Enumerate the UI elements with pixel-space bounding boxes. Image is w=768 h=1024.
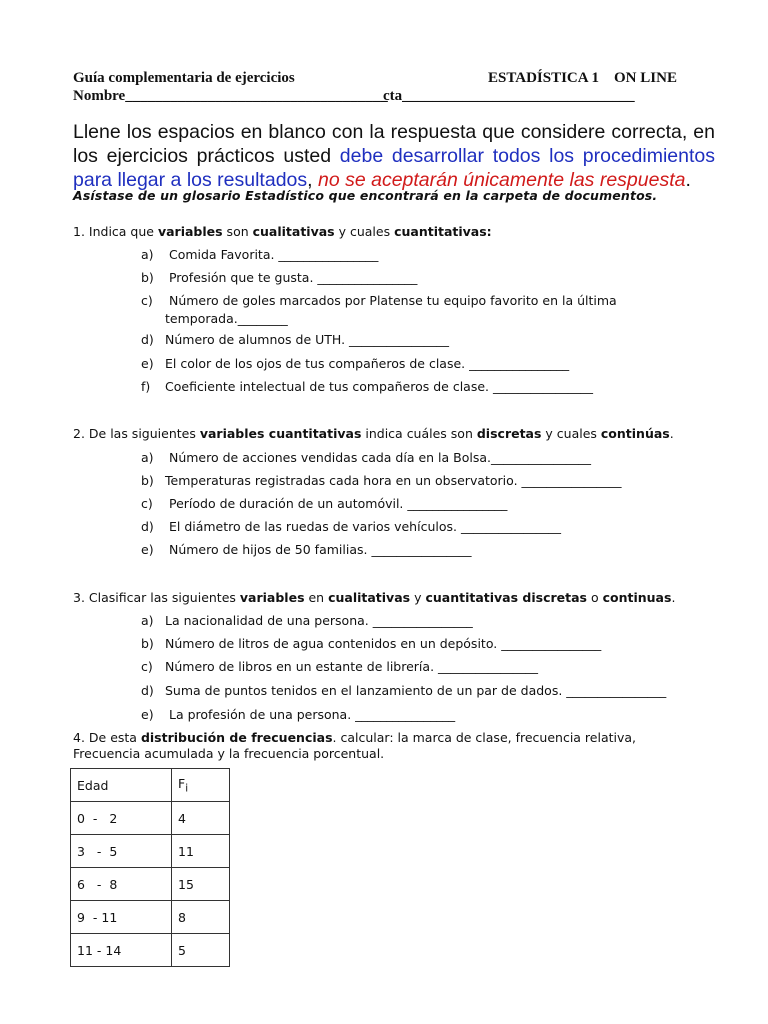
instructions-end: . xyxy=(685,169,691,191)
cell-edad: 9 - 11 xyxy=(71,901,172,934)
cell-edad: 6 - 8 xyxy=(71,868,172,901)
q1-bold-1: variables xyxy=(157,224,223,239)
q3-item-e[interactable]: e) La profesión de una persona. ________________ xyxy=(141,707,456,722)
q3-text-2: en xyxy=(304,590,329,605)
q2-text-3: y cuales xyxy=(541,426,601,441)
q3-text-5: . xyxy=(671,590,676,605)
question-2 xyxy=(73,426,674,442)
q1-item-d[interactable]: d) Número de alumnos de UTH. ________________ xyxy=(141,332,450,347)
q2-bold-3: continúas xyxy=(600,426,670,441)
frequency-table xyxy=(70,768,230,967)
q3-text-4: o xyxy=(586,590,603,605)
name-blank: ___________________________________ xyxy=(125,88,388,104)
cta-blank: _______________________________ xyxy=(402,88,635,104)
q1-item-c[interactable]: c) Número de goles marcados por Platense tu equipo favorito en la última xyxy=(141,293,617,308)
q1-text-1: 1. Indica que xyxy=(73,224,158,239)
instructions-text: Llene los espacios en blanco con la respuesta que considere correcta, en los ejercicios prácticos usted xyxy=(73,121,715,167)
instructions xyxy=(73,120,715,192)
q2-item-b[interactable]: b) Temperaturas registradas cada hora en un observatorio. ________________ xyxy=(141,473,622,488)
q1-item-a[interactable]: a) Comida Favorita. ________________ xyxy=(141,247,379,262)
q1-bold-3: cuantitativas: xyxy=(394,224,492,239)
q2-item-d[interactable]: d) El diámetro de las ruedas de varios vehículos. ________________ xyxy=(141,519,561,534)
q4-text-1: 4. De esta xyxy=(73,730,141,745)
header-edad: Edad xyxy=(71,769,172,802)
question-1 xyxy=(73,224,492,240)
q1-text-2: son xyxy=(222,224,253,239)
q3-item-d[interactable]: d) Suma de puntos tenidos en el lanzamiento de un par de dados. ________________ xyxy=(141,683,667,698)
q3-item-c[interactable]: c) Número de libros en un estante de librería. ________________ xyxy=(141,659,539,674)
instructions-red: no se aceptarán únicamente las respuesta xyxy=(317,169,686,191)
q3-item-a[interactable]: a) La nacionalidad de una persona. ________________ xyxy=(141,613,473,628)
q3-bold-1: variables xyxy=(239,590,305,605)
q2-bold-2: discretas xyxy=(476,426,542,441)
cell-fi: 15 xyxy=(172,868,230,901)
header-fi: $F_i$ xyxy=(172,769,230,802)
cell-edad: 0 - 2 xyxy=(71,802,172,835)
q3-text-3: y xyxy=(410,590,426,605)
q1-item-b[interactable]: b) Profesión que te gusta. ________________ xyxy=(141,270,418,285)
q1-item-e[interactable]: e) El color de los ojos de tus compañeros de clase. ________________ xyxy=(141,356,570,371)
q4-bold-1: distribución de frecuencias xyxy=(140,730,333,745)
question-4 xyxy=(73,730,673,762)
cta-field[interactable] xyxy=(383,87,635,105)
q2-item-a[interactable]: a) Número de acciones vendidas cada día en la Bolsa.________________ xyxy=(141,450,591,465)
cell-fi: 5 xyxy=(172,934,230,967)
table-header-row xyxy=(71,769,230,802)
name-label: Nombre xyxy=(73,88,126,104)
q2-text-4: . xyxy=(669,426,674,441)
q1-text-3: y cuales xyxy=(334,224,395,239)
cta-label: cta xyxy=(383,88,403,104)
q3-bold-4: continuas xyxy=(602,590,672,605)
q3-bold-2: cualitativas xyxy=(328,590,411,605)
question-3 xyxy=(73,590,675,606)
q2-item-e[interactable]: e) Número de hijos de 50 familias. ________________ xyxy=(141,542,472,557)
q4-text-2: . calcular: la marca de clase, frecuencia relativa, Frecuencia acumulada y la frecuencia porcentual. xyxy=(73,730,637,761)
q3-item-b[interactable]: b) Número de litros de agua contenidos en un depósito. ________________ xyxy=(141,636,602,651)
table-row xyxy=(71,835,230,868)
glossary-note: Asístase de un glosario Estadístico que encontrará en la carpeta de documentos. xyxy=(73,188,658,203)
header-left-title: Guía complementaria de ejercicios xyxy=(73,70,295,86)
header-right-title: ESTADÍSTICA 1 ON LINE xyxy=(488,70,677,86)
cell-edad: 3 - 5 xyxy=(71,835,172,868)
q2-bold-1: variables cuantitativas xyxy=(199,426,362,441)
instructions-blue: debe desarrollar todos los procedimientos para llegar a los resultados xyxy=(73,145,715,191)
table-row xyxy=(71,802,230,835)
table-row xyxy=(71,934,230,967)
name-field[interactable] xyxy=(73,87,388,105)
cell-fi: 11 xyxy=(172,835,230,868)
cell-fi: 8 xyxy=(172,901,230,934)
table-row xyxy=(71,901,230,934)
cell-fi: 4 xyxy=(172,802,230,835)
q3-text-1: 3. Clasificar las siguientes xyxy=(73,590,240,605)
q1-item-c-cont[interactable]: temporada.________ xyxy=(165,311,288,326)
cell-edad: 11 - 14 xyxy=(71,934,172,967)
q1-bold-2: cualitativas xyxy=(252,224,335,239)
q2-text-2: indica cuáles son xyxy=(361,426,477,441)
table-row xyxy=(71,868,230,901)
q2-text-1: 2. De las siguientes xyxy=(73,426,200,441)
q3-bold-3: cuantitativas discretas xyxy=(425,590,587,605)
q2-item-c[interactable]: c) Período de duración de un automóvil. ________________ xyxy=(141,496,508,511)
instructions-comma: , xyxy=(307,169,318,191)
q1-item-f[interactable]: f) Coeficiente intelectual de tus compañeros de clase. ________________ xyxy=(141,379,593,394)
